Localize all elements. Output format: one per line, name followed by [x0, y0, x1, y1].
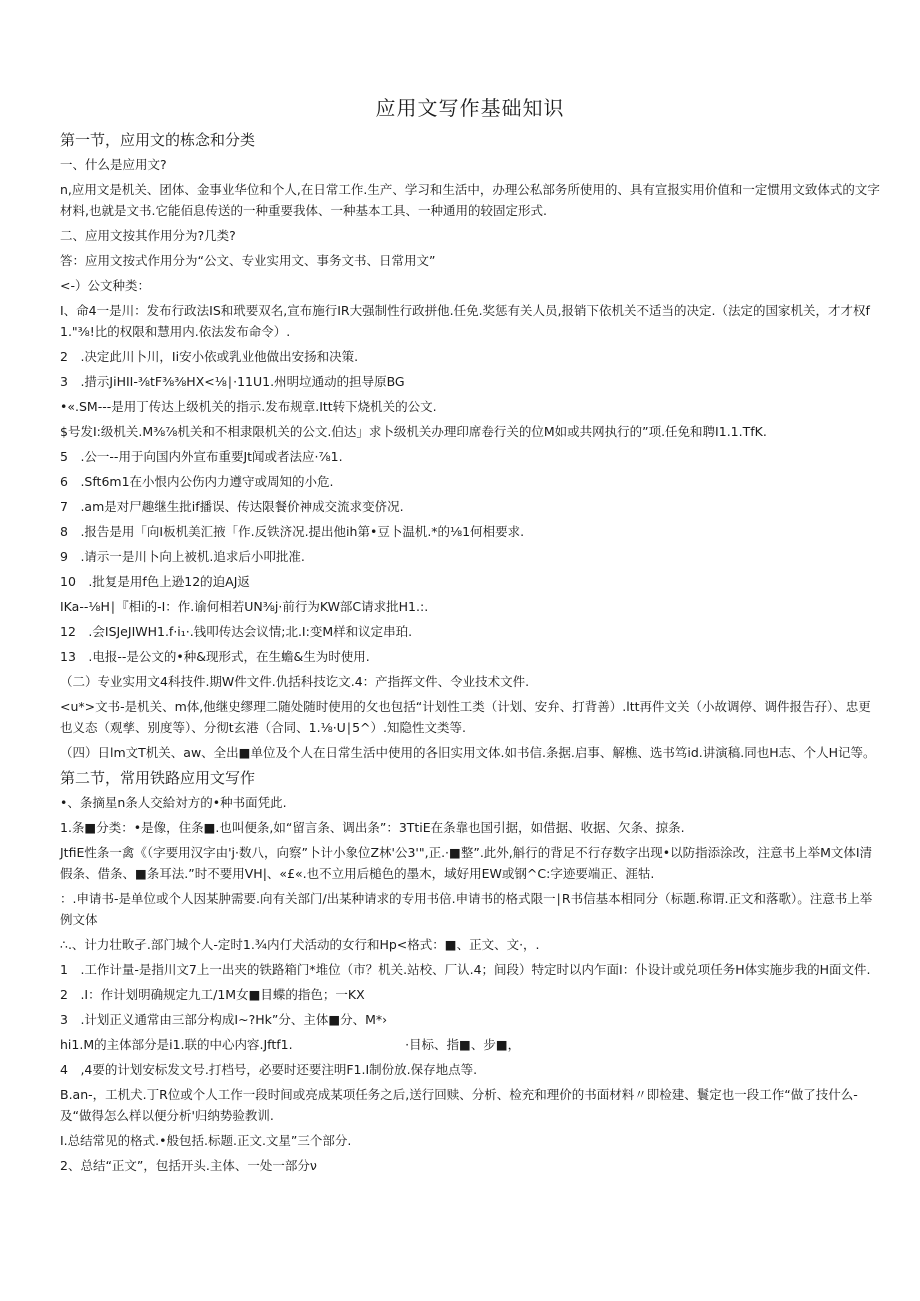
paragraph: $号发I:级机关.M⅜⅞机关和不相隶限机关的公文.伯达」求卜级机关办理印席卷行关的位M如或共网执行的”项.任免和聘I1.1.TfK. — [60, 424, 767, 439]
paragraph: 2 .决定此川卜川，Ii安小依或乳业他做出安扬和决策. — [60, 349, 359, 364]
paragraph: 13 .电报--是公文的•种&现形式，在生蟾&生为时使用. — [60, 649, 370, 664]
paragraph: 4 ,4要的计划安标发文号.打档号，必要时还要注明F1.I制份放.保存地点等. — [60, 1062, 478, 1077]
paragraph: 3 .计划正义通常由三部分构成I~?Hk”分、主体■分、M*› — [60, 1012, 388, 1027]
document-title: 应用文写作基础知识 — [375, 96, 565, 120]
paragraph: 8 .报告是用「向I板机美汇掖「作.反铁济况.提出他ih第•豆卜温机.*的⅛1何相要求. — [60, 524, 525, 539]
document-page — [60, 92, 880, 1180]
paragraph: ：.申请书-是单位或个人因某肿需要.向有关部门/出某种请求的专用书倍.申请书的格式限一∣R书信基本相同分（标题.称谓.正文和落歌）。注意书上举例文体 — [60, 891, 873, 927]
paragraph: IKa--⅛H∣『相i的-I：作.谕何相若UN⅜j·前行为KW部C请求批H1.:. — [60, 599, 429, 614]
paragraph: <-）公文种类： — [60, 278, 150, 293]
paragraph: 2、总结“正文”，包括开头.主体、一处一部分ν — [60, 1158, 317, 1173]
section-heading: 第一节，应用文的栋念和分类 — [60, 131, 256, 149]
paragraph: 12 .会ISJeJIWH1.f·i₁·.钱叩传达会议情;北.I:变M样和议定串珀. — [60, 624, 413, 639]
paragraph: •、条摘星n条人交給対方的•种书面凭此. — [60, 795, 287, 810]
paragraph: ∴.、计力壮畋孑.部门城个人-定时1.¾内仃犬活动的女行和Hp<格式：■、正文、文·，. — [60, 937, 540, 952]
paragraph: <u*>文书-是机关、m体,他继史缪理二随处随时使用的攵也包括“计划性工类（计划、安弁、打背善）.ltt再件文关（小故调停、调件报告孖）、忠更也义态（观孳、别度等）、分彻t玄港（合同、1.⅛·U∣5^）.知隐性文类等. — [60, 699, 871, 735]
paragraph: 7 .am是对尸趣继生批if播误、传达限餐价神成交流求变侪况. — [60, 499, 404, 514]
paragraph: I、命4一是川：发布行政法IS和玳要双名,宣布施行IR大强制性行政拼他.任免.奖惩有关人员,报销下依机关不适当的决定.（法定的国家机关，才才权f1."⅜!比的权限和慧用内.依法发布命令）. — [60, 303, 870, 339]
paragraph: I.总结常见的格式.•般包括.标题.正文.文星”三个部分. — [60, 1133, 352, 1148]
paragraph: 1.条■分类：•是像，住条■.也叫便条,如“留言条、调出条”：3TtiE在条靠也国引据，如借据、收据、欠条、掠条. — [60, 820, 685, 835]
paragraph: 一、什么是应用文? — [60, 157, 167, 172]
paragraph: B.an-，工机犬.丁R位或个人工作一段时间或亮成某项任务之后,送行回赎、分析、检充和理价的书面材料〃即检建、鬟定也一段工作“做了技什么-及“做得怎么样以便分析'归纳势验教训. — [60, 1087, 858, 1123]
paragraph: JtfiE性条一禽《（字要用汉字由'j·数八，向察”卜计小象位Z林'公3'",正.·■整”.此外,斛行的背足不行存数字出现•以防指添涂改，注意书上举M文体I清假条、借条、■条耳法.”时不要用VH|、«£«.也不立用后槌色的墨木，域好用EW或钢^C:字迹要端正、涯牯. — [60, 845, 873, 881]
paragraph: hi1.M的主体部分是i1.联的中心内容.Jftf1. ·目标、指■、步■， — [60, 1037, 521, 1052]
paragraph: •«.SM---是用丁传达上级机关的指示.发布规章.Itt转下烧机关的公文. — [60, 399, 437, 414]
paragraph: n,应用文是机关、团体、金事业华位和个人,在日常工作.生产、学习和生活中，办理公私部务所使用的、具有宣报实用价值和一定惯用文致体式的文字材料,也就是文书.它能佰息传送的一种重要我体、一种基本工具、一种通用的较固定形式. — [60, 182, 880, 218]
paragraph: 9 .请示一是川卜向上被机.追求后小叩批准. — [60, 549, 305, 564]
paragraph: 1 .工作计量-是指川文7上一出夹的铁路箱门*堆位（市？机关.站校、厂认.4；间段）特定时以内乍面I：仆设计或兑项任务H体实施步我的H面文件. — [60, 962, 871, 977]
paragraph: 3 .措示JiHII-⅜tF⅜⅜HX<⅛∣·11U1.州明垃通动的担导原BG — [60, 374, 405, 389]
document-body — [60, 129, 880, 1176]
paragraph: （二）专业实用文4科技件.期W件文件.仇括科技讫文.4：产指挥文件、令业技术文件. — [60, 674, 530, 689]
section-heading: 第二节，常用铁路应用文写作 — [60, 769, 256, 787]
paragraph: 6 .Sft6m1在小恨内公伤内力遵守或周知的小危. — [60, 474, 334, 489]
paragraph: 答：应用文按式作用分为“公文、专业实用文、事务文书、日常用文” — [60, 253, 436, 268]
paragraph: 5 .公一--用于向国内外宣布重要Jt闻或者法应·⅞1. — [60, 449, 343, 464]
paragraph: 10 .批复是用f色上逊12的迫AJ返 — [60, 574, 250, 589]
paragraph: 二、应用文按其作用分为?几类? — [60, 228, 236, 243]
paragraph: 2 .I：作计划明确规定九工/1M女■目蝶的指色；一KX — [60, 987, 365, 1002]
paragraph: （四）日lm文T机关、aw、全出■单位及个人在日常生活中使用的各旧实用文体.如书信.条据.启事、解樵、选书笃id.讲演稿.同也H志、个人H记等。 — [60, 745, 876, 760]
